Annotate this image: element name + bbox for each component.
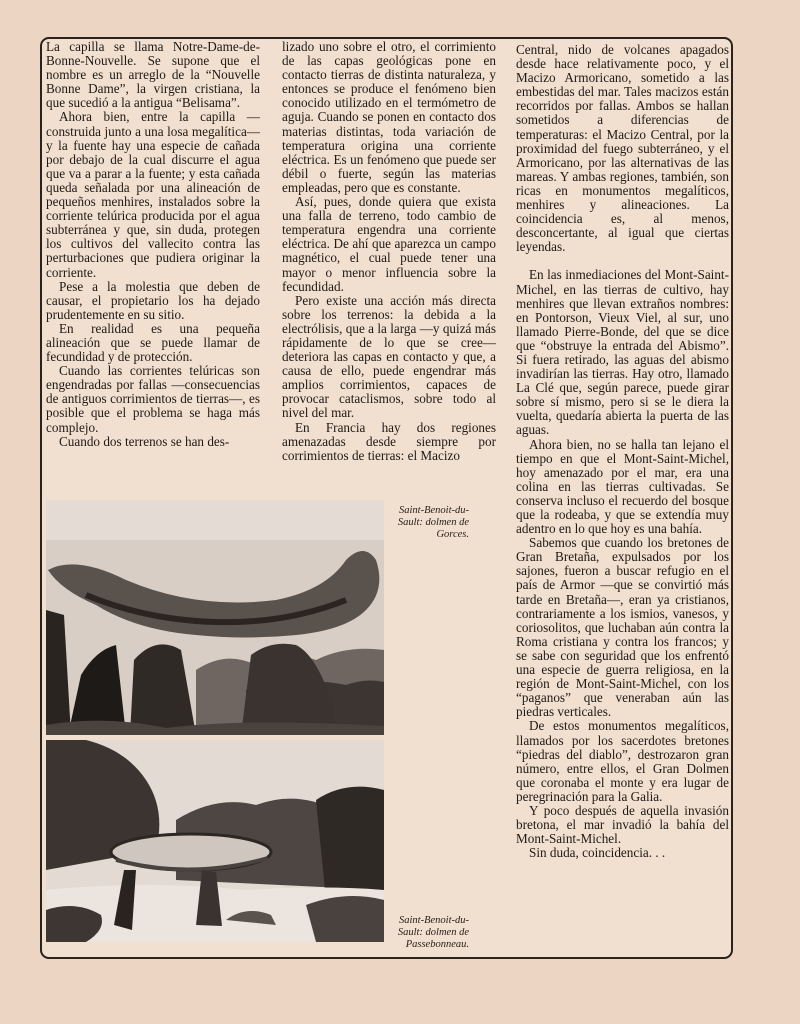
paragraph: La capilla se llama Notre-Dame-de-Bonne-Nouvelle. Se supone que el nombre es un arreglo de la “Nouvelle Bonne Dame”, la virgen cristiana, la que sucedió a la antigua “Belisama”. [46, 39, 260, 111]
paragraph: En realidad es una pequeña alineación que se puede llamar de fecundidad y de protección. [46, 320, 260, 365]
dolmen-passebonneau-photo [46, 740, 384, 942]
paragraph: Pese a la molestia que deben de causar, el propietario los ha dejado prudentemente en su sitio. [46, 278, 260, 322]
photo-caption-passebonneau: Saint-Benoit-du-Sault: dolmen de Passebonneau. [397, 915, 469, 950]
paragraph: Cuando las corrientes telúricas son engendradas por fallas —consecuencias de antiguos corrimientos de tierras—, es posible que el problema se haga más complejo. [46, 363, 260, 435]
paragraph: Ahora bien, no se halla tan lejano el tiempo en que el Mont-Saint-Michel, hoy amenazado por el mar, era una colina en las tierras cultivadas. Se conserva incluso el recuerdo del bosque que la rodeaba, y que se extendía muy adentro en lo que hoy es una bahía. [516, 436, 729, 537]
paragraph: Ahora bien, entre la capilla —construida junto a una losa megalítica— y la fuente hay una especie de cañada por debajo de la cual discurre el agua que va a parar a la fuente; y esta cañada queda señalada por una alineación de pequeños menhires, instalados sobre la corriente telúrica producida por el agua subterránea y que, sin duda, protegen los cultivos del vallecito contra las perturbaciones que pudiera originar la corriente. [46, 109, 260, 280]
photo-caption-gorces: Saint-Benoit-du-Sault: dolmen de Gorces. [397, 505, 469, 540]
dolmen-gorces-photo [46, 500, 384, 735]
article-column-1 [46, 40, 260, 449]
paragraph: Y poco después de aquella invasión bretona, el mar invadió la bahía del Mont-Saint-Michel. [516, 802, 729, 847]
paragraph: Así, pues, donde quiera que exista una falla de terreno, todo cambio de temperatura engendra una corriente eléctrica. De ahí que aparezca un campo magnético, el cual puede tener una mayor o menor influencia sobre la fecundidad. [282, 194, 496, 294]
paragraph: En las inmediaciones del Mont-Saint-Michel, en las tierras de cultivo, hay menhires que llevan extraños nombres: en Pontorson, Vieux Viel, al sur, uno llamado Pierre-Bonde, del que se dice que “obstruye la entrada del Abismo”. Si fuera retirado, las aguas del abismo invadirían las tierras. Hay otro, llamado La Clé que, según parece, puede girar sobre sí mismo, pero si se le diera la vuelta, quedaría abierta la puerta de las aguas. [516, 267, 729, 438]
paragraph: lizado uno sobre el otro, el corrimiento de las capas geológicas pone en contacto tierras de distinta naturaleza, y entonces se produce el fenómeno bien conocido utilizado en el termómetro de aguja. Cuando se ponen en contacto dos materias distintas, toda variación de temperatura origina una corriente eléctrica. Es un fenómeno que puede ser débil o fuerte, según las materias empleadas, pero que es constante. [282, 39, 496, 195]
article-column-3 [516, 43, 729, 860]
paragraph: De estos monumentos megalíticos, llamados por los sacerdotes bretones “piedras del diablo”, destrozaron gran número, entre ellos, el Gran Dolmen que coronaba el monte y era lugar de peregrinación para la Galia. [516, 718, 729, 804]
paragraph: Cuando dos terrenos se han des- [59, 433, 230, 449]
article-column-2 [282, 40, 496, 463]
paragraph: En Francia hay dos regiones amenazadas desde siempre por corrimientos de tierras: el Macizo [282, 419, 496, 463]
paragraph: Central, nido de volcanes apagados desde hace relativamente poco, y el Macizo Armoricano, sometido a las embestidas del mar. Tales macizos están recorridos por fallas. Ambos se hallan sometidos a diferencias de temperaturas: el Macizo Central, por la proximidad del fuego subterráneo, y el Armoricano, por las alternativas de las mareas. Y ambas regiones, también, son ricas en monumentos megalíticos, menhires y alineaciones. La coincidencia es, al menos, desconcertante, al igual que ciertas leyendas. [516, 42, 729, 255]
paragraph: Sabemos que cuando los bretones de Gran Bretaña, expulsados por los sajones, fueron a buscar refugio en el país de Armor —que se convirtió más tarde en Bretaña—, eran ya cristianos, contrariamente a los ismios, vanesos, y coriosolitos, que luchaban aún contra la Roma cristiana y contra los francos; y se sabe con seguridad que los enfrentó una especie de guerra religiosa, en la región de Mont-Saint-Michel, con los “paganos” que veneraban aún las piedras verticales. [516, 535, 729, 720]
paragraph: Pero existe una acción más directa sobre los terrenos: la debida a la electrólisis, que a la larga —y quizá más rápidamente de lo que se cree— deteriora las capas en contacto y que, a causa de ello, puede engendrar más amplios corrimientos, capaces de provocar cataclismos, sobre todo al nivel del mar. [282, 292, 496, 421]
paragraph: Sin duda, coincidencia. . . [529, 845, 666, 861]
